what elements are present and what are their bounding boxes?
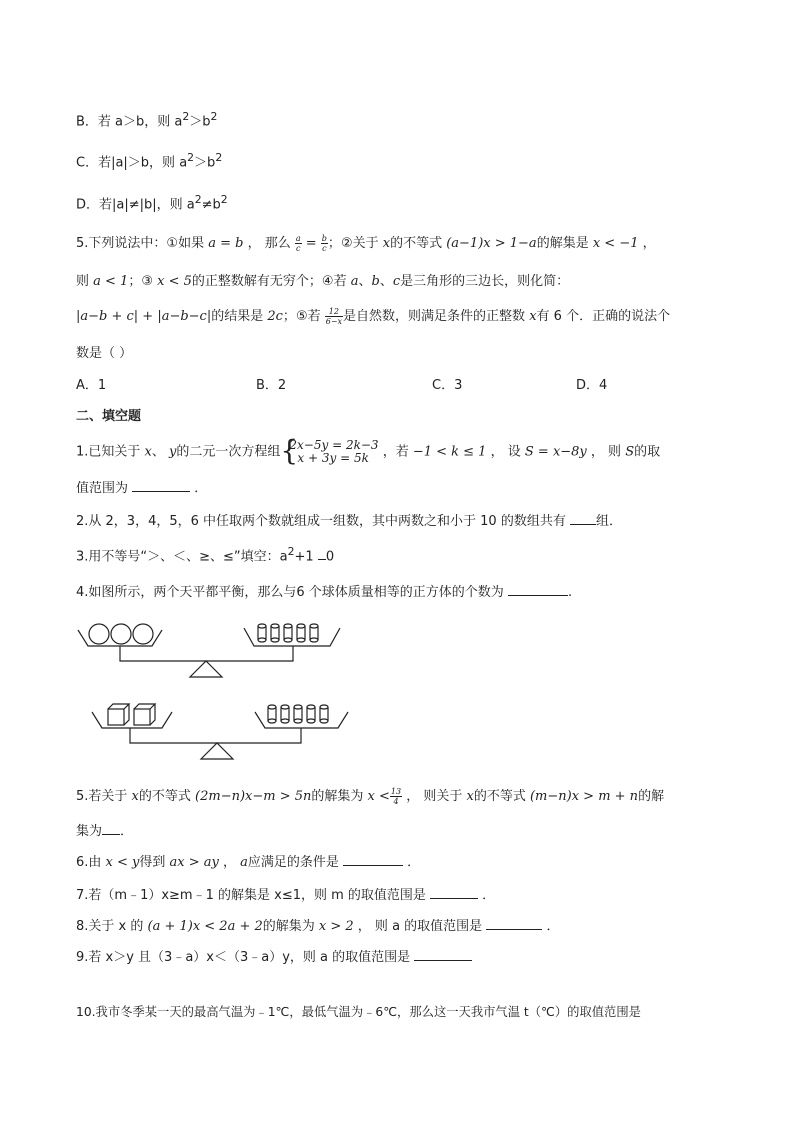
fill-5-math: (2m−n)x−m > 5n <box>195 789 312 804</box>
fill-1-text: 值范围为 <box>76 481 133 496</box>
fill-8-math: (a + 1)x < 2a + 2 <box>147 919 263 934</box>
fill-8-text: 8.关于 x 的 <box>76 919 148 934</box>
q5-option-a: A．1 <box>76 378 107 393</box>
beam <box>120 646 293 661</box>
fill-3-text: 3.用不等号“＞、＜、≥、≤”填空：a <box>76 549 288 565</box>
q5-text: 若 <box>307 309 325 324</box>
circled-3: ③ <box>141 274 153 289</box>
fill-5-text: 集为 <box>76 824 103 839</box>
option-c-exp2: 2 <box>215 151 223 164</box>
q5-text: 的结果是 <box>211 309 268 324</box>
option-d-text: D．若|a|≠|b|，则 a <box>76 197 195 213</box>
fill-5-math: x <box>466 789 474 804</box>
q5-text: ， <box>638 236 656 251</box>
fill-1-text: 1.已知关于 <box>76 444 145 460</box>
q5-math: 2c <box>267 309 283 324</box>
q5-math: c <box>392 274 401 289</box>
answer-blank[interactable] <box>343 853 403 866</box>
fraction-numerator: b <box>321 234 327 243</box>
fill-5-math: x <box>131 789 139 804</box>
q5-option-d: D．4 <box>576 378 608 393</box>
q5-option-c: C．3 <box>432 378 463 393</box>
q5-text: ； <box>282 309 296 324</box>
q5-math: a = b <box>208 236 244 251</box>
fill-9 <box>76 946 472 965</box>
fill-6 <box>76 851 420 870</box>
q5-math: a <box>350 274 359 289</box>
q5-math: x < 5 <box>157 274 192 289</box>
fill-8-text: 的解集为 <box>262 919 319 934</box>
fill-5-text: 的不等式 <box>473 789 530 804</box>
fill-8-text: ． <box>542 919 560 934</box>
q5-text: 、 <box>358 274 372 289</box>
q5-math: x < −1 <box>592 236 639 251</box>
fill-6-text: 应满足的条件是 <box>247 855 344 870</box>
q5-text: 的正整数解有无穷个； <box>191 274 322 289</box>
equation-2: x + 3y = 5k <box>297 451 369 465</box>
fill-6-text: ， <box>218 855 241 870</box>
q5-text: 则 <box>76 274 94 289</box>
option-c-text: C．若|a|＞b，则 a <box>76 155 188 171</box>
q5-option-b: B．2 <box>256 378 287 393</box>
fill-2-text: 2.从 2，3，4，5，6 中任取两个数就组成一组数，其中两数之和小于 10 的数组共有 <box>76 514 570 529</box>
fill-5-text: 的解集为 <box>311 789 368 804</box>
fill-5-text: 的解 <box>638 789 665 804</box>
option-d-exp2: 2 <box>220 193 228 206</box>
fill-5-line1 <box>76 785 664 806</box>
q5-math: |a−b + c| + |a−b−c| <box>76 309 212 324</box>
q5-math: x <box>529 309 537 324</box>
equation-1: 2x−5y = 2k−3 <box>289 438 379 452</box>
exponent: 2 <box>287 545 295 558</box>
fill-1-text: ， 则 <box>586 444 626 460</box>
q5-text: 是三角形的三边长，则化简： <box>400 274 570 289</box>
circled-5: ⑤ <box>295 309 308 324</box>
section-heading: 二、填空题 <box>76 409 142 424</box>
circled-1: ① <box>166 236 179 251</box>
fraction-numerator: a <box>295 234 301 243</box>
q5-text: 关于 <box>352 236 383 251</box>
fraction-numerator: 13 <box>390 787 402 796</box>
fill-3-text: +1 <box>294 549 318 565</box>
fill-1-math: −1 < k ≤ 1 <box>412 444 487 460</box>
fill-8-math: x > 2 <box>318 919 354 934</box>
fulcrum-icon <box>201 743 233 759</box>
option-d-exp1: 2 <box>194 193 202 206</box>
fraction-denominator: 6−x <box>325 317 343 326</box>
sphere-icon <box>89 624 109 644</box>
circled-2: ② <box>340 236 353 251</box>
option-b-text2: ＞b <box>189 114 211 130</box>
fill-7 <box>76 884 495 903</box>
fill-6-math: a <box>240 855 248 870</box>
q5-math: (a−1)x > 1−a <box>446 236 537 251</box>
fill-7-text: ． <box>478 888 496 903</box>
left-brace-icon: { <box>280 434 299 467</box>
cube-icon <box>108 704 129 725</box>
fill-1-text: 的二元一次方程组 <box>176 444 281 460</box>
fraction-numerator: 12 <box>325 307 343 317</box>
fill-6-math: ax > ay <box>169 855 219 870</box>
bottom-balance <box>92 704 348 759</box>
fill-2-text: 组． <box>595 514 622 529</box>
cube-icon <box>134 704 155 725</box>
q5-text: 、 <box>379 274 393 289</box>
fill-5-text: ， 则关于 <box>402 789 467 804</box>
fill-1-text: 、 <box>151 444 170 460</box>
option-b-exp2: 2 <box>210 110 218 123</box>
fill-1-math: y <box>169 444 177 460</box>
answer-blank[interactable] <box>414 948 472 961</box>
q5-text: 数是（ ） <box>76 346 133 361</box>
fill-6-text: 得到 <box>139 855 170 870</box>
fill-8 <box>76 915 559 934</box>
q5-text: 5.下列说法中： <box>76 236 167 251</box>
fill-5-text: ． <box>120 824 134 839</box>
q5-text: 的不等式 <box>390 236 447 251</box>
fill-5-text: 5.若关于 <box>76 789 132 804</box>
top-balance <box>78 624 340 677</box>
fill-6-math: x < y <box>105 855 140 870</box>
fill-10 <box>76 1002 641 1020</box>
left-pan <box>92 712 172 728</box>
fill-3-text: 0 <box>325 549 335 565</box>
fill-5-text: 的不等式 <box>138 789 196 804</box>
sphere-icon <box>111 624 131 644</box>
circled-4: ④ <box>321 274 334 289</box>
q5-text: 若 <box>333 274 351 289</box>
fill-1-math: x <box>144 444 152 460</box>
fill-6-text: 6.由 <box>76 855 106 870</box>
q5-text: ； <box>327 236 341 251</box>
fill-5-math: (m−n)x > m + n <box>529 789 639 804</box>
fill-6-text: ． <box>403 855 421 870</box>
equals-sign: = <box>301 236 321 251</box>
fill-7-text: 7.若（m﹣1）x≥m﹣1 的解集是 x≤1，则 m 的取值范围是 <box>76 888 431 903</box>
fill-5-math: x < <box>367 789 390 804</box>
fulcrum-icon <box>190 661 222 677</box>
fill-1-text: ，若 <box>378 444 413 460</box>
option-b-text: B．若 a＞b，则 a <box>76 114 183 130</box>
option-c-exp1: 2 <box>187 151 195 164</box>
fill-5-line2 <box>76 820 133 839</box>
option-d-text2: ≠b <box>201 197 221 213</box>
fill-1-math: S = x−8y <box>524 444 587 460</box>
answer-blank[interactable] <box>486 917 542 930</box>
q5-text: ； <box>128 274 142 289</box>
q5-text: 如果 <box>178 236 209 251</box>
q5-text: ， 那么 <box>243 236 295 251</box>
fraction-denominator: c <box>295 244 301 253</box>
fill-4-text: 4.如图所示，两个天平都平衡，那么与6 个球体质量相等的正方体的个数为 <box>76 585 508 600</box>
q5-math: x <box>382 236 391 251</box>
fill-9-text: 9.若 x＞y 且（3﹣a）x＜（3﹣a）y，则 a 的取值范围是 <box>76 950 415 965</box>
fill-4-text: . <box>567 585 573 600</box>
q5-text: 有 6 个．正确的说法个 <box>536 309 671 324</box>
q5-text: 的解集是 <box>536 236 593 251</box>
fill-10-text: 10.我市冬季某一天的最高气温为﹣1℃，最低气温为﹣6℃，那么这一天我市气温 t（℃）的取值范围是 <box>76 1005 641 1019</box>
fraction-denominator: c <box>322 244 327 253</box>
q5-math: a < 1 <box>93 274 129 289</box>
fill-1-text: ． <box>190 481 208 496</box>
sphere-icon <box>133 624 153 644</box>
fraction-denominator: 4 <box>393 797 399 806</box>
fraction-13-over-4 <box>390 787 402 806</box>
q5-math: b <box>371 274 380 289</box>
q5-text: 是自然数，则满足条件的正整数 <box>343 309 530 324</box>
fill-1-math: S <box>625 444 635 460</box>
answer-blank[interactable] <box>430 886 478 899</box>
fill-8-text: ， 则 a 的取值范围是 <box>353 919 487 934</box>
option-c-text2: ＞b <box>194 155 216 171</box>
option-b-exp1: 2 <box>182 110 190 123</box>
fill-1-text: ， 设 <box>486 444 525 460</box>
answer-blank[interactable] <box>102 822 120 835</box>
fill-1-text: 的取 <box>634 444 661 460</box>
beam <box>130 728 301 743</box>
